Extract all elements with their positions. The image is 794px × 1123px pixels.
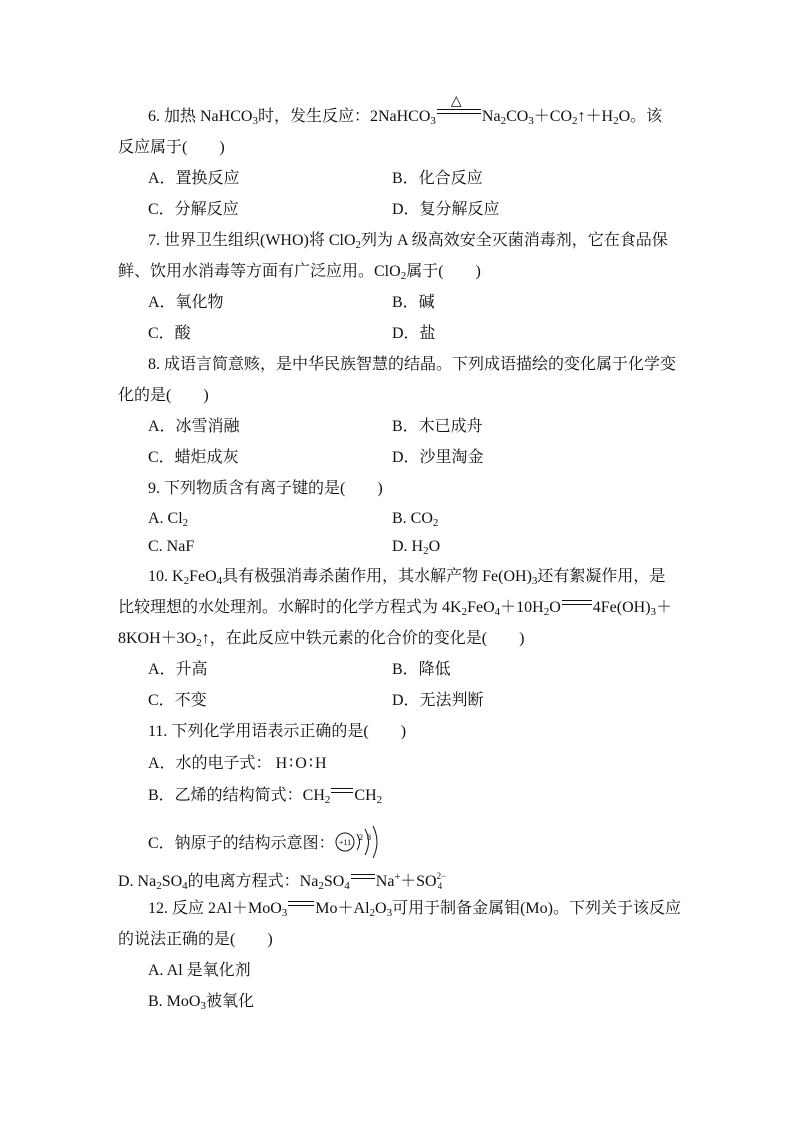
heat-triangle-icon: △ [450, 94, 462, 109]
heated-equals-sign [437, 94, 481, 118]
q8-line1: 8. 成语言简意赅，是中华民族智慧的结晶。下列成语描绘的变化属于化学变 [148, 356, 677, 373]
q10-option-c[interactable]: C．不变 [148, 692, 207, 709]
q8-option-c[interactable]: C．蜡炬成灰 [148, 449, 239, 466]
q7-line2: 鲜、饮用水消毒等方面有广泛应用。ClO$_2$属于( ) [118, 263, 481, 282]
q8-option-d[interactable]: D．沙里淘金 [392, 449, 484, 466]
q7-option-c[interactable]: C．酸 [148, 325, 191, 342]
q8-option-b[interactable]: B．木已成舟 [392, 418, 483, 435]
equals-sign [351, 873, 375, 883]
q9-option-b[interactable]: B. $CO_2$ [392, 510, 439, 529]
q9-option-a[interactable]: A. $Cl_2$ [148, 510, 189, 529]
atom-nucleus-label: +11 [338, 838, 351, 847]
q9-option-c[interactable]: C. NaF [148, 538, 195, 555]
q7-option-b[interactable]: B．碱 [392, 294, 435, 311]
q9-line1: 9. 下列物质含有离子键的是( ) [148, 480, 383, 497]
atom-shell-1-count: 2 [358, 833, 363, 842]
q11-option-a[interactable]: A．水的电子式： H∶O∶H [148, 755, 329, 772]
gas-arrow-icon: ↑ [577, 108, 586, 125]
q12-line1: 12. 反应 2Al＋MoO$_3$ $Mo+Al_2O_3$可用于制备金属钼(Mo)。下列关于该反应 [148, 900, 681, 919]
q7-option-d[interactable]: D．盐 [392, 325, 436, 342]
double-bond-sign [331, 787, 353, 797]
q12-option-b[interactable]: B. MoO$_3$被氧化 [148, 993, 254, 1012]
q12-option-a[interactable]: A. Al 是氧化剂 [148, 962, 251, 979]
q11-option-b[interactable]: B．乙烯的结构简式：$CH_2$ $CH_2$ [148, 787, 383, 806]
q6-option-a[interactable]: A．置换反应 [148, 170, 240, 187]
q11-line1: 11. 下列化学用语表示正确的是( ) [148, 723, 407, 740]
q6-line2: 反应属于( ) [118, 139, 225, 156]
q8-line2: 化的是( ) [118, 387, 209, 404]
q10-line2: 比较理想的水处理剂。水解时的化学方程式为 $4K_2FeO_4+10H_2O$ $4Fe(OH)_3+$ [118, 599, 673, 618]
q7-option-a[interactable]: A．氧化物 [148, 294, 224, 311]
sulfate-charge: 2− 4 [436, 871, 447, 891]
atom-shell-2-count: 8 [366, 833, 371, 842]
q10-option-d[interactable]: D．无法判断 [392, 692, 484, 709]
q9-option-d[interactable]: D. $H_2O$ [392, 538, 441, 557]
sodium-atom-diagram [335, 822, 383, 862]
q10-option-a[interactable]: A．升高 [148, 661, 208, 678]
q8-option-a[interactable]: A．冰雪消融 [148, 418, 240, 435]
q6-option-c[interactable]: C．分解反应 [148, 201, 239, 218]
q6-option-b[interactable]: B．化合反应 [392, 170, 483, 187]
q10-line3: $8KOH+3O_2↑$，在此反应中铁元素的化合价的变化是( ) [118, 630, 525, 649]
q11-option-d[interactable]: D. $Na_2SO_4$的电离方程式：$Na_2SO_4$ Na+＋SO 2− 4 [118, 867, 451, 897]
q12-line2: 的说法正确的是( ) [118, 931, 273, 948]
water-electron-formula: H∶O∶H [275, 755, 329, 772]
q6-line1: 6. 加热 NaHCO$_3$时，发生反应：2NaHCO$_3$ △ $Na_2CO_3+CO_2↑+H_2O$。该 [148, 106, 662, 132]
q11-option-c[interactable]: C．钠原子的结构示意图： +11 2 8 [148, 822, 383, 862]
equals-sign [562, 599, 592, 609]
q6-option-d[interactable]: D．复分解反应 [392, 201, 500, 218]
q10-line1: 10. $K_2FeO_4$具有极强消毒杀菌作用，其水解产物 $Fe(OH)_3$还有絮凝作用，是 [148, 568, 666, 587]
equals-sign [288, 900, 314, 910]
q10-option-b[interactable]: B．降低 [392, 661, 451, 678]
q7-line1: 7. 世界卫生组织(WHO)将 ClO$_2$列为 A 级高效安全灭菌消毒剂，它在食品保 [148, 232, 668, 251]
